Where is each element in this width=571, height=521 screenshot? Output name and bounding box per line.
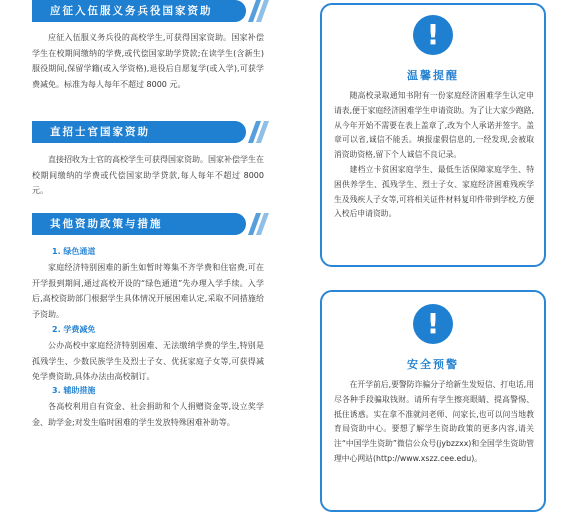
- reminder-card: [320, 3, 546, 267]
- policy-item-text: 各高校利用自有资金、社会捐助和个人捐赠资金等,设立奖学金、助学金;对发生临时困难的学生发放特殊困难补助等。: [32, 402, 264, 427]
- section-banner-sergeant: [32, 121, 264, 143]
- section-title: 其他资助政策与措施: [50, 218, 163, 230]
- policy-item-heading: 2. 学费减免: [52, 325, 96, 334]
- card-title: 温馨提醒: [407, 69, 459, 82]
- card-body: [334, 89, 534, 222]
- card-paragraph: 建档立卡贫困家庭学生、最低生活保障家庭学生、特困供养学生、孤残学生、烈士子女、家庭经济困难残疾学生及残疾人子女等,可将相关证件材料复印件带到学校,方便入校后申请资助。: [334, 164, 534, 219]
- section-paragraph: 应征入伍服义务兵役的高校学生,可获得国家资助。国家补偿学生在校期间缴纳的学费,或代偿国家助学贷款;在读学生(含新生)服役期间,保留学籍(或入学资格),退役后自愿复学(或入学),可获学费减免。标准为每人每年不超过 8000 元。: [32, 33, 264, 89]
- policy-item-text: 家庭经济特别困难的新生如暂时筹集不齐学费和住宿费,可在开学报到期间,通过高校开设的“绿色通道”先办理入学手续。入学后,高校资助部门根据学生具体情况开展困难认定,采取不同措施给予资助。: [32, 263, 264, 319]
- card-title: 安全预警: [407, 358, 459, 371]
- exclamation-icon: !: [413, 304, 453, 344]
- policy-item-heading: 1. 绿色通道: [52, 247, 96, 256]
- policy-item-text: 公办高校中家庭经济特别困难、无法缴纳学费的学生,特别是孤残学生、少数民族学生及烈士子女、优抚家庭子女等,可获得减免学费资助,具体办法由高校制订。: [32, 341, 264, 381]
- section-banner-military: [32, 0, 264, 22]
- section-title: 直招士官国家资助: [50, 126, 150, 138]
- section-title: 应征入伍服义务兵役国家资助: [50, 5, 213, 17]
- policy-item-heading: 3. 辅助措施: [52, 386, 96, 395]
- safety-warning-card: [320, 290, 546, 512]
- card-body: [334, 378, 534, 467]
- card-paragraph: 在开学前后,要警防诈骗分子给新生发短信、打电话,用尽各种手段骗取钱财。请所有学生擦亮眼睛、提高警惕、抵住诱惑。实在拿不准就问老师、问家长,也可以问当地教育局资助中心。要想了解学生资助政策的更多内容,请关注“中国学生资助”微信公众号(jybzzxx)和全国学生资助管理中心网站(http://www.xszz.cee.edu)。: [334, 380, 534, 463]
- exclamation-icon: !: [413, 15, 453, 55]
- card-paragraph: 随高校录取通知书附有一份家庭经济困难学生认定申请表,便于家庭经济困难学生申请资助。为了让大家少跑路,从今年开始不需要在表上盖章了,改为个人承诺并签字。盖章可以省,诚信不能丢。填报虚假信息的,一经发现,会被取消资助资格,留下个人诚信不良记录。: [334, 91, 534, 160]
- section-banner-other: [32, 213, 264, 235]
- section-paragraph: 直接招收为士官的高校学生可获得国家资助。国家补偿学生在校期间缴纳的学费或代偿国家助学贷款,每人每年不超过 8000 元。: [32, 155, 264, 195]
